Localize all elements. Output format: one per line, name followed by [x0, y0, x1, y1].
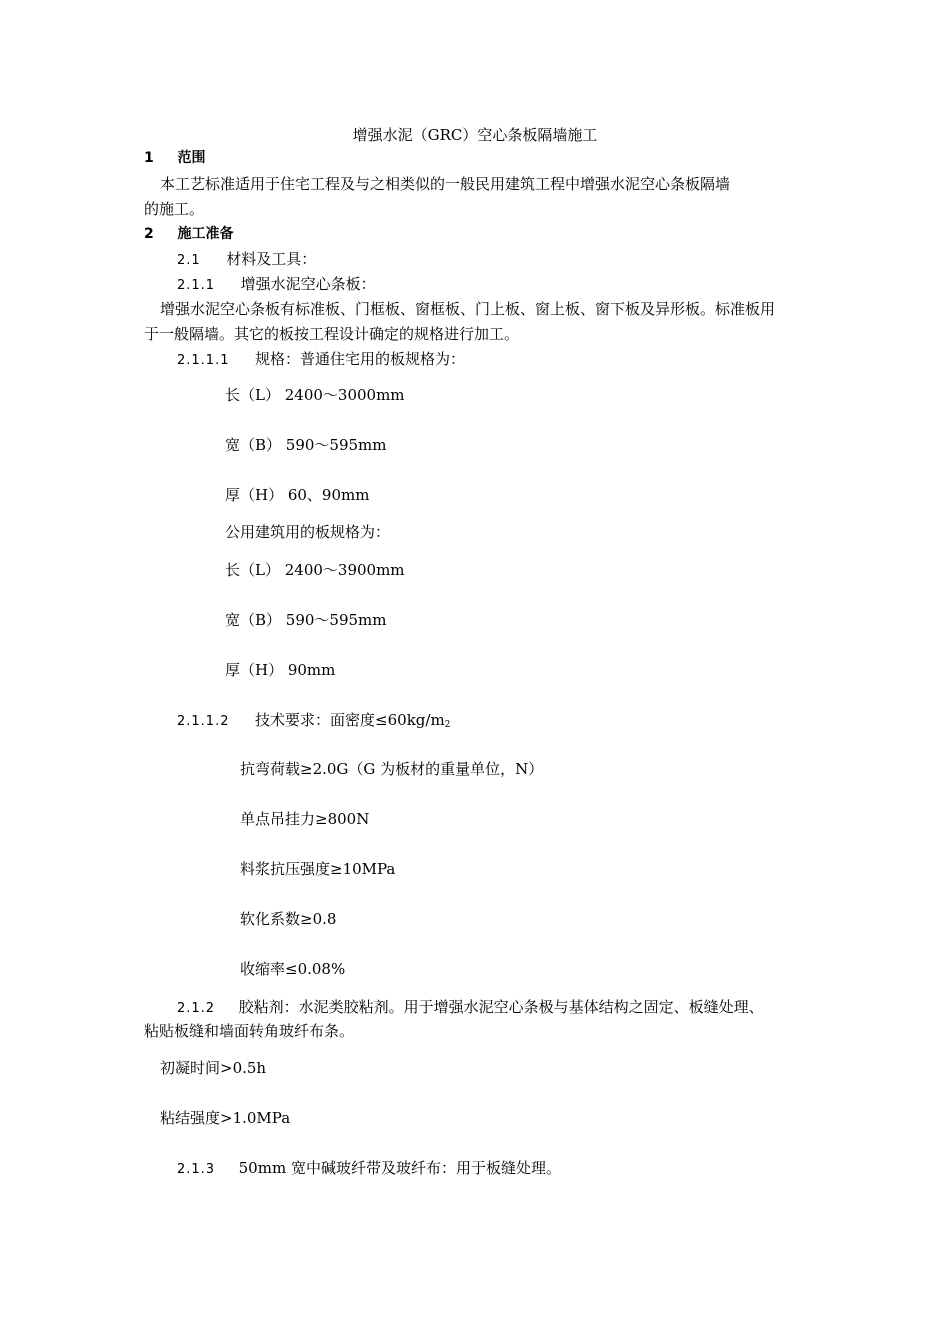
subsection-2-1-2-text: 胶粘剂：水泥类胶粘剂。用于增强水泥空心条极与基体结构之固定、板缝处理、	[238, 998, 764, 1016]
subsection-2-1-1-1	[177, 349, 465, 371]
glue-bond-strength: 粘结强度>1.0MPa	[160, 1109, 291, 1127]
subsection-2-1-1	[177, 274, 376, 296]
tech-softening-coefficient: 软化系数≥0.8	[240, 910, 337, 928]
subsection-2-1-3	[177, 1158, 561, 1180]
subsection-2-1-2-line-2: 粘贴板缝和墙面转角玻纤布条。	[144, 1022, 355, 1040]
subsection-2-1-3-text: 50mm 宽中碱玻纤带及玻纤布：用于板缝处理。	[238, 1159, 561, 1177]
section-2-title: 施工准备	[177, 226, 234, 242]
subsection-2-1-1-2-text: 技术要求：面密度≤60kg/m	[255, 711, 445, 729]
subsection-2-1	[177, 249, 316, 271]
public-width: 宽（B） 590～595mm	[225, 611, 387, 629]
panel-types-line-1: 增强水泥空心条板有标准板、门框板、窗框板、门上板、窗上板、窗下板及异形板。标准板用	[160, 300, 776, 318]
section-1-paragraph-line-2: 的施工。	[144, 200, 205, 218]
public-building-spec-title: 公用建筑用的板规格为：	[225, 523, 391, 541]
tech-shrinkage: 收缩率≤0.08%	[240, 960, 346, 978]
superscript-2: 2	[444, 720, 451, 730]
residential-thickness: 厚（H） 60、90mm	[225, 486, 370, 504]
subsection-2-1-text: 材料及工具：	[226, 250, 317, 268]
subsection-2-1-3-number: 2.1.3	[177, 1162, 216, 1177]
glue-initial-setting-time: 初凝时间>0.5h	[160, 1059, 267, 1077]
document-title: 增强水泥（GRC）空心条板隔墙施工	[352, 126, 598, 144]
tech-hanging-force: 单点吊挂力≥800N	[240, 810, 370, 828]
subsection-2-1-1-number: 2.1.1	[177, 278, 216, 293]
residential-length: 长（L） 2400～3000mm	[225, 386, 405, 404]
subsection-2-1-1-1-number: 2.1.1.1	[177, 353, 230, 368]
residential-width: 宽（B） 590～595mm	[225, 436, 387, 454]
subsection-2-1-2	[177, 997, 764, 1019]
panel-types-line-2: 于一般隔墙。其它的板按工程设计确定的规格进行加工。	[144, 325, 520, 343]
section-1-title: 范围	[177, 150, 206, 166]
subsection-2-1-1-2	[177, 710, 450, 735]
public-thickness: 厚（H） 90mm	[225, 661, 336, 679]
tech-bending-load: 抗弯荷载≥2.0G（G 为板材的重量单位，N）	[240, 760, 544, 778]
tech-compressive-strength: 料浆抗压强度≥10MPa	[240, 860, 396, 878]
section-1-heading	[144, 148, 206, 168]
section-2-number: 2	[144, 226, 154, 242]
public-length: 长（L） 2400～3900mm	[225, 561, 405, 579]
section-2-heading	[144, 224, 234, 244]
subsection-2-1-1-2-number: 2.1.1.2	[177, 714, 230, 729]
subsection-2-1-1-text: 增强水泥空心条板：	[240, 275, 376, 293]
subsection-2-1-number: 2.1	[177, 253, 201, 268]
subsection-2-1-2-number: 2.1.2	[177, 1001, 216, 1016]
section-1-paragraph-line-1: 本工艺标准适用于住宅工程及与之相类似的一般民用建筑工程中增强水泥空心条板隔墙	[160, 175, 731, 193]
section-1-number: 1	[144, 150, 154, 166]
subsection-2-1-1-1-text: 规格：普通住宅用的板规格为：	[255, 350, 466, 368]
